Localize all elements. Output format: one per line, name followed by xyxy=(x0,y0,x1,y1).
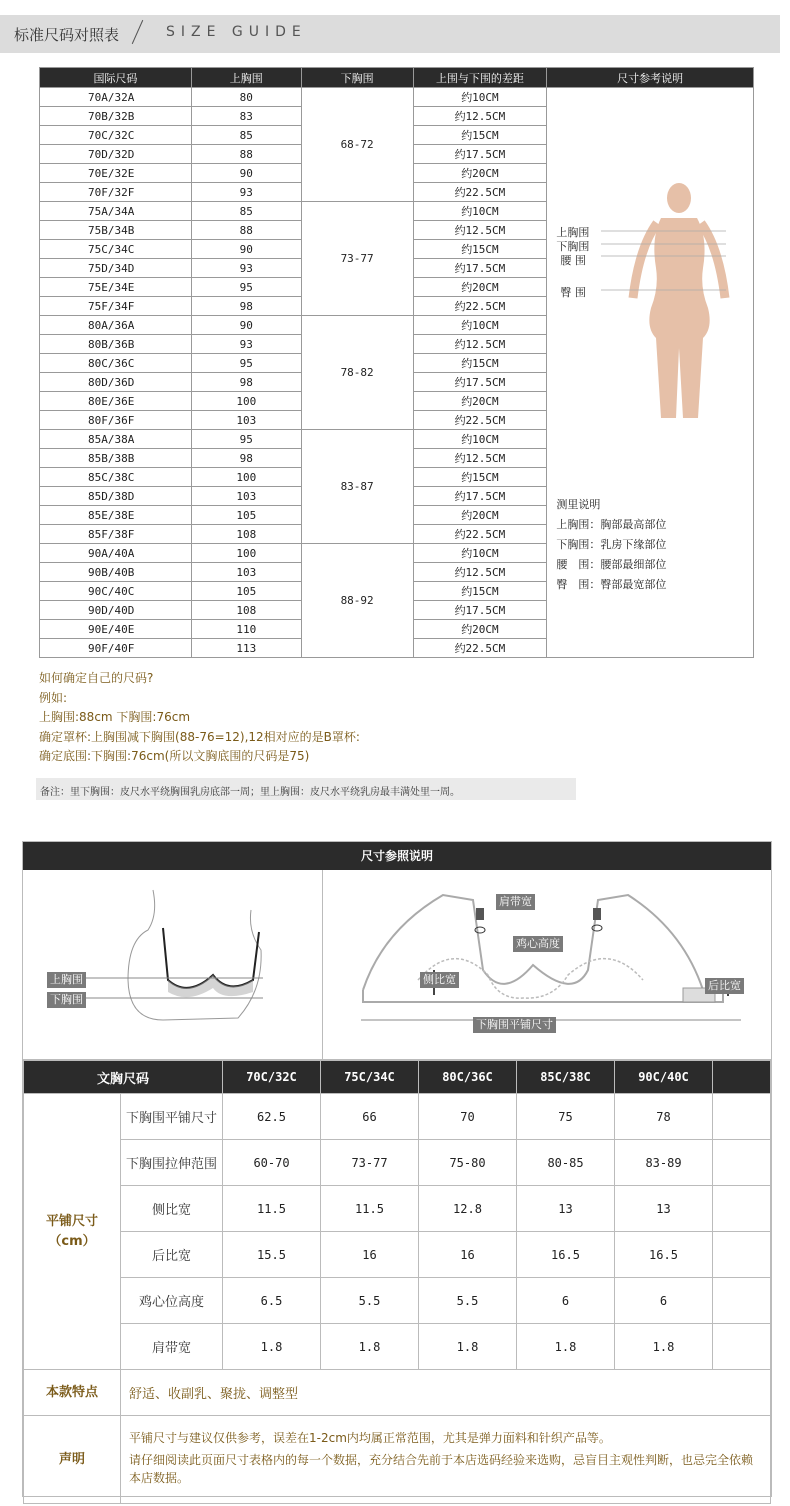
cell-bust: 100 xyxy=(191,468,301,487)
cell-intl-size: 90F/40F xyxy=(40,639,192,658)
measure-row xyxy=(24,1186,771,1232)
measure-value: 13 xyxy=(615,1186,713,1232)
header-title-cn: 标准尺码对照表 xyxy=(14,26,120,44)
cell-intl-size: 85B/38B xyxy=(40,449,192,468)
cell-bust: 90 xyxy=(191,316,301,335)
cell-bust: 100 xyxy=(191,544,301,563)
cell-intl-size: 85F/38F xyxy=(40,525,192,544)
fig-label-waist: 腰 围 xyxy=(560,254,586,267)
fig-label-hip: 臀 围 xyxy=(560,286,586,299)
cell-bust: 80 xyxy=(191,88,301,107)
measure-value: 1.8 xyxy=(321,1324,419,1370)
cell-underbust: 88-92 xyxy=(301,544,413,658)
cell-intl-size: 75D/34D xyxy=(40,259,192,278)
cell-bust: 105 xyxy=(191,506,301,525)
section2-title: 尺寸参照说明 xyxy=(23,842,771,870)
bra-size-col: 70C/32C xyxy=(223,1061,321,1094)
cell-bust: 100 xyxy=(191,392,301,411)
note-line: 腰 围：腰部最细部位 xyxy=(556,558,667,571)
measure-label: 下胸围平铺尺寸 xyxy=(121,1094,223,1140)
header-slash xyxy=(132,20,143,44)
statement-p1: 平铺尺寸与建议仅供参考，误差在1-2cm内均属正常范围，尤其是弹力面料和针织产品等。 xyxy=(129,1430,611,1445)
size-table-header xyxy=(40,68,754,88)
cell-bust: 83 xyxy=(191,107,301,126)
measure-label: 侧比宽 xyxy=(121,1186,223,1232)
cell-bust: 98 xyxy=(191,449,301,468)
cell-intl-size: 85A/38A xyxy=(40,430,192,449)
measure-value: 16.5 xyxy=(517,1232,615,1278)
cell-bust: 90 xyxy=(191,164,301,183)
cell-diff: 约12.5CM xyxy=(413,449,547,468)
cell-diff: 约15CM xyxy=(413,126,547,145)
measure-value: 66 xyxy=(321,1094,419,1140)
cell-diff: 约15CM xyxy=(413,582,547,601)
bra-size-col: 90C/40C xyxy=(615,1061,713,1094)
cell-bust: 110 xyxy=(191,620,301,639)
cell-intl-size: 80F/36F xyxy=(40,411,192,430)
cell-bust: 108 xyxy=(191,601,301,620)
cell-bust: 98 xyxy=(191,297,301,316)
col-header-ref: 尺寸参考说明 xyxy=(547,68,754,88)
cell-underbust: 73-77 xyxy=(301,202,413,316)
cell-diff: 约15CM xyxy=(413,240,547,259)
cell-bust: 95 xyxy=(191,354,301,373)
fig-label-overbust: 上胸围 xyxy=(556,226,590,239)
cell-diff: 约20CM xyxy=(413,392,547,411)
measure-value: 70 xyxy=(419,1094,517,1140)
cell-bust: 103 xyxy=(191,563,301,582)
cell-intl-size: 90C/40C xyxy=(40,582,192,601)
label-overbust: 上胸围 xyxy=(47,972,86,988)
group-label-line: 平铺尺寸 xyxy=(45,1213,98,1229)
cell-underbust: 78-82 xyxy=(301,316,413,430)
cell-underbust: 83-87 xyxy=(301,430,413,544)
howto-line: 确定罩杯:上胸围减下胸围(88-76=12),12相对应的是B罩杯: xyxy=(39,729,360,744)
cell-intl-size: 70E/32E xyxy=(40,164,192,183)
cell-intl-size: 75A/34A xyxy=(40,202,192,221)
measure-value: 75 xyxy=(517,1094,615,1140)
col-header-underbust: 下胸围 xyxy=(301,68,413,88)
bra-size-section xyxy=(22,841,772,1497)
cell-bust: 103 xyxy=(191,487,301,506)
cell-intl-size: 75C/34C xyxy=(40,240,192,259)
cell-bust: 113 xyxy=(191,639,301,658)
cell-diff: 约12.5CM xyxy=(413,563,547,582)
cell-bust: 85 xyxy=(191,202,301,221)
cell-intl-size: 85E/38E xyxy=(40,506,192,525)
feature-text: 舒适、收副乳、聚拢、调整型 xyxy=(121,1370,771,1416)
measure-value: 16.5 xyxy=(615,1232,713,1278)
measure-value: 75-80 xyxy=(419,1140,517,1186)
cell-diff: 约12.5CM xyxy=(413,335,547,354)
cell-bust: 98 xyxy=(191,373,301,392)
bra-size-heading: 文胸尺码 xyxy=(24,1061,223,1094)
cell-intl-size: 90D/40D xyxy=(40,601,192,620)
label-back-wing: 后比宽 xyxy=(705,978,744,994)
cell-diff: 约22.5CM xyxy=(413,411,547,430)
label-gore-height: 鸡心高度 xyxy=(513,936,563,952)
statement-label: 声明 xyxy=(24,1416,121,1504)
cell-bust: 105 xyxy=(191,582,301,601)
cell-diff: 约22.5CM xyxy=(413,183,547,202)
statement-row xyxy=(24,1416,771,1504)
cell-bust: 95 xyxy=(191,278,301,297)
cell-intl-size: 70C/32C xyxy=(40,126,192,145)
cell-underbust: 68-72 xyxy=(301,88,413,202)
cell-diff: 约22.5CM xyxy=(413,639,547,658)
measure-label: 肩带宽 xyxy=(121,1324,223,1370)
cell-bust: 93 xyxy=(191,259,301,278)
cell-bust: 88 xyxy=(191,221,301,240)
cell-diff: 约22.5CM xyxy=(413,297,547,316)
bra-size-col: 80C/36C xyxy=(419,1061,517,1094)
measure-value: 73-77 xyxy=(321,1140,419,1186)
size-row xyxy=(40,88,754,107)
measure-value: 11.5 xyxy=(223,1186,321,1232)
howto-block xyxy=(39,669,360,767)
measure-empty xyxy=(713,1140,771,1186)
measure-value: 16 xyxy=(321,1232,419,1278)
cell-diff: 约20CM xyxy=(413,164,547,183)
bra-table-header xyxy=(24,1061,771,1094)
cell-bust: 95 xyxy=(191,430,301,449)
cell-bust: 85 xyxy=(191,126,301,145)
cell-diff: 约17.5CM xyxy=(413,259,547,278)
cell-intl-size: 80E/36E xyxy=(40,392,192,411)
cell-intl-size: 75E/34E xyxy=(40,278,192,297)
remark: 备注：里下胸围：皮尺水平绕胸围乳房底部一周；里上胸围：皮尺水平绕乳房最丰满处里一周。 xyxy=(36,778,576,800)
bra-size-col-empty xyxy=(713,1061,771,1094)
cell-intl-size: 80A/36A xyxy=(40,316,192,335)
bra-measure-table xyxy=(23,1060,771,1504)
cell-bust: 93 xyxy=(191,183,301,202)
measure-value: 60-70 xyxy=(223,1140,321,1186)
torso-illustration xyxy=(23,870,322,1060)
cell-bust: 103 xyxy=(191,411,301,430)
cell-bust: 90 xyxy=(191,240,301,259)
howto-line: 上胸围:88cm 下胸围:76cm xyxy=(39,710,191,724)
note-line: 上胸围：胸部最高部位 xyxy=(556,518,667,531)
cell-diff: 约20CM xyxy=(413,278,547,297)
label-strap-width: 肩带宽 xyxy=(496,894,535,910)
label-underbust: 下胸围 xyxy=(47,992,86,1008)
measure-value: 6 xyxy=(615,1278,713,1324)
cell-diff: 约17.5CM xyxy=(413,145,547,164)
measure-value: 83-89 xyxy=(615,1140,713,1186)
cell-intl-size: 70D/32D xyxy=(40,145,192,164)
cell-intl-size: 85D/38D xyxy=(40,487,192,506)
measure-label: 下胸围拉伸范围 xyxy=(121,1140,223,1186)
cell-diff: 约20CM xyxy=(413,620,547,639)
measure-row xyxy=(24,1140,771,1186)
measure-empty xyxy=(713,1278,771,1324)
cell-intl-size: 70F/32F xyxy=(40,183,192,202)
cell-diff: 约10CM xyxy=(413,316,547,335)
cell-bust: 88 xyxy=(191,145,301,164)
cell-intl-size: 75B/34B xyxy=(40,221,192,240)
cell-diff: 约10CM xyxy=(413,430,547,449)
cell-diff: 约17.5CM xyxy=(413,487,547,506)
size-table xyxy=(39,67,754,658)
group-label xyxy=(24,1094,121,1370)
fig-label-underbust: 下胸围 xyxy=(556,240,590,253)
cell-diff: 约15CM xyxy=(413,354,547,373)
measure-value: 11.5 xyxy=(321,1186,419,1232)
cell-diff: 约17.5CM xyxy=(413,601,547,620)
cell-diff: 约12.5CM xyxy=(413,107,547,126)
cell-intl-size: 90E/40E xyxy=(40,620,192,639)
cell-diff: 约22.5CM xyxy=(413,525,547,544)
header-title-en: SIZE GUIDE xyxy=(166,24,307,40)
measure-row xyxy=(24,1094,771,1140)
measure-row xyxy=(24,1324,771,1370)
cell-reference xyxy=(547,88,754,658)
cell-diff: 约15CM xyxy=(413,468,547,487)
cell-bust: 93 xyxy=(191,335,301,354)
statement-text xyxy=(121,1416,771,1504)
howto-line: 如何确定自己的尺码? xyxy=(39,671,154,685)
col-header-intl: 国际尺码 xyxy=(40,68,192,88)
measure-empty xyxy=(713,1186,771,1232)
measure-value: 1.8 xyxy=(419,1324,517,1370)
feature-label: 本款特点 xyxy=(24,1370,121,1416)
measure-value: 5.5 xyxy=(419,1278,517,1324)
label-flat-underbust: 下胸围平铺尺寸 xyxy=(473,1017,556,1033)
bra-size-col: 85C/38C xyxy=(517,1061,615,1094)
group-label-unit: （cm） xyxy=(48,1233,96,1249)
cell-intl-size: 70B/32B xyxy=(40,107,192,126)
cell-diff: 约10CM xyxy=(413,544,547,563)
cell-diff: 约20CM xyxy=(413,506,547,525)
cell-diff: 约17.5CM xyxy=(413,373,547,392)
measure-value: 15.5 xyxy=(223,1232,321,1278)
cell-bust: 108 xyxy=(191,525,301,544)
cell-intl-size: 80C/36C xyxy=(40,354,192,373)
cell-intl-size: 90A/40A xyxy=(40,544,192,563)
measure-notes xyxy=(556,495,666,595)
cell-diff: 约12.5CM xyxy=(413,221,547,240)
measure-row xyxy=(24,1278,771,1324)
cell-intl-size: 80B/36B xyxy=(40,335,192,354)
statement-p2: 请仔细阅读此页面尺寸表格内的每一个数据，充分结合先前于本店选码经验来选购，忌盲目主观性判断，也忌完全依赖本店数据。 xyxy=(129,1452,754,1485)
measure-value: 62.5 xyxy=(223,1094,321,1140)
col-header-bust: 上胸围 xyxy=(191,68,301,88)
measure-row xyxy=(24,1232,771,1278)
measure-value: 13 xyxy=(517,1186,615,1232)
section2-illustrations xyxy=(23,870,771,1060)
note-line: 臀 围：臀部最宽部位 xyxy=(556,578,667,591)
measure-empty xyxy=(713,1094,771,1140)
measure-value: 1.8 xyxy=(517,1324,615,1370)
measure-label: 鸡心位高度 xyxy=(121,1278,223,1324)
note-line: 下胸围：乳房下缘部位 xyxy=(556,538,667,551)
howto-line: 例如: xyxy=(39,690,68,705)
measure-value: 6 xyxy=(517,1278,615,1324)
measure-value: 1.8 xyxy=(615,1324,713,1370)
measure-value: 80-85 xyxy=(517,1140,615,1186)
cell-intl-size: 80D/36D xyxy=(40,373,192,392)
col-header-diff: 上围与下围的差距 xyxy=(413,68,547,88)
measure-value: 5.5 xyxy=(321,1278,419,1324)
cell-diff: 约10CM xyxy=(413,202,547,221)
cell-intl-size: 90B/40B xyxy=(40,563,192,582)
measure-value: 6.5 xyxy=(223,1278,321,1324)
feature-row xyxy=(24,1370,771,1416)
measure-empty xyxy=(713,1232,771,1278)
cell-intl-size: 75F/34F xyxy=(40,297,192,316)
page-header xyxy=(0,15,780,53)
cell-diff: 约10CM xyxy=(413,88,547,107)
howto-line: 确定底围:下胸围:76cm(所以文胸底围的尺码是75) xyxy=(39,749,310,763)
measure-value: 78 xyxy=(615,1094,713,1140)
measure-value: 16 xyxy=(419,1232,517,1278)
measure-label: 后比宽 xyxy=(121,1232,223,1278)
bra-size-col: 75C/34C xyxy=(321,1061,419,1094)
measure-empty xyxy=(713,1324,771,1370)
note-line: 测里说明 xyxy=(556,498,601,511)
body-figure xyxy=(551,178,751,428)
cell-intl-size: 85C/38C xyxy=(40,468,192,487)
label-side-wing: 侧比宽 xyxy=(420,972,459,988)
measure-value: 12.8 xyxy=(419,1186,517,1232)
measure-value: 1.8 xyxy=(223,1324,321,1370)
cell-intl-size: 70A/32A xyxy=(40,88,192,107)
